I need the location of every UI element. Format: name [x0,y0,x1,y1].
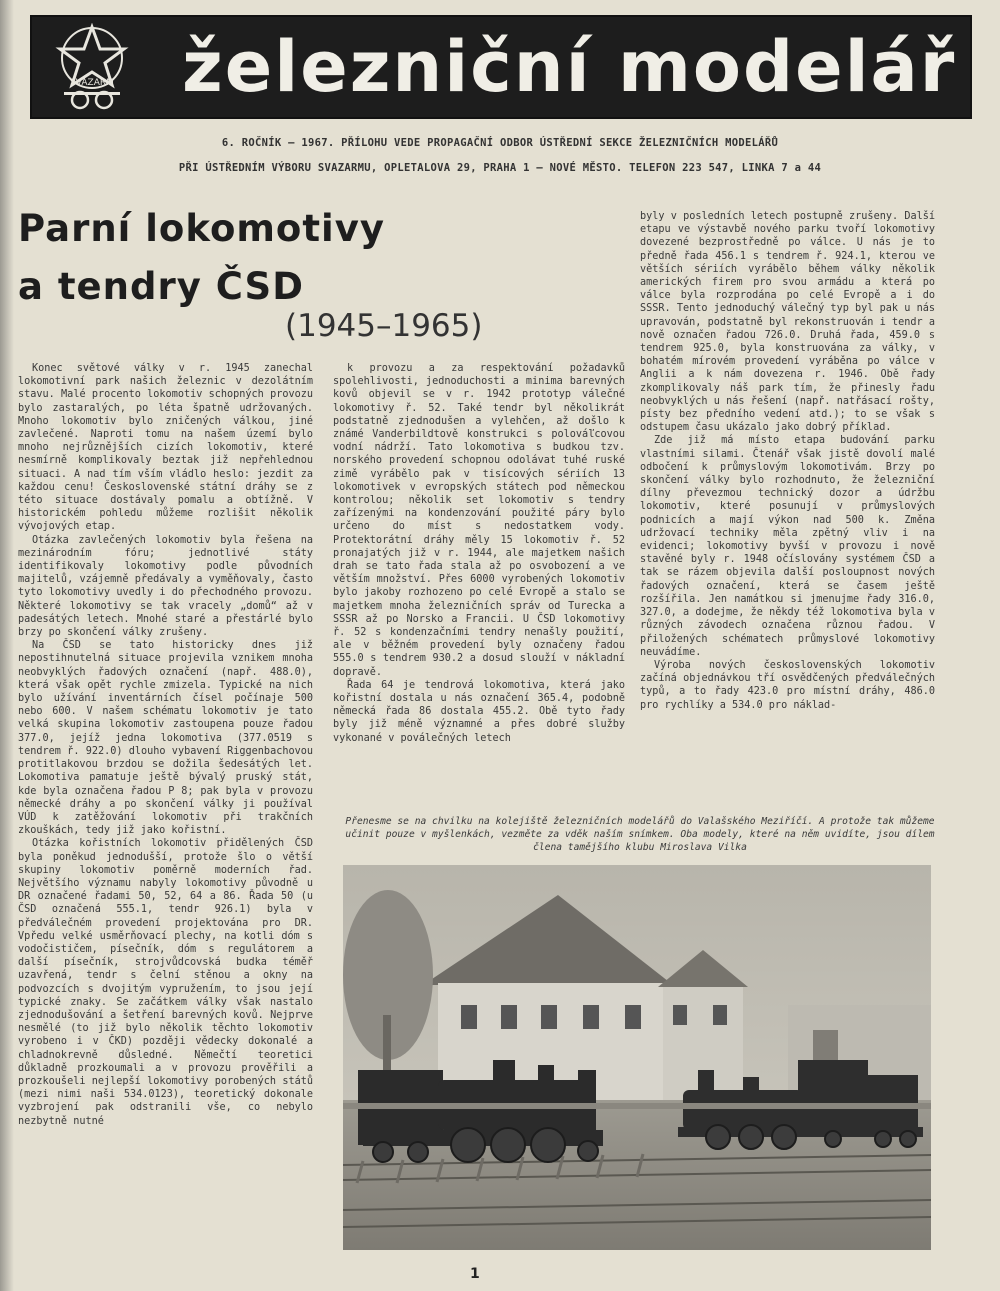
masthead-title: železniční modelář [182,26,957,108]
article-column-2 [333,362,625,792]
paragraph: Otázka zavlečených lokomotiv byla řešena na mezinárodním fóru; jednotlivé státy identifikovaly lokomotivy podle původních majitelů, vzájemně předávaly a vyměňovaly, často tyto lokomotivy uvedly i do přechodného provozu. Některé lokomotivy se tak vracely „domů“ až v padesátých letech. Mnohé staré a přestárlé bylo brzy po skončení války zrušeny. [18,534,313,639]
headline-line-2: a tendry ČSD [18,265,304,308]
headline-years: (1945–1965) [285,308,483,344]
paragraph: Řada 64 je tendrová lokomotiva, která jako kořistní dostala u nás označení 365.4, podobně německá řada 86 dostala 455.2. Obě tyto řady byly již méně významné a přes dobré služby vykonané v poválečných letech [333,679,625,744]
paragraph: Výroba nových československých lokomotiv začíná objednávkou tří osvědčených předválečných typů, a to řady 423.0 pro místní dráhy, 486.0 pro rychlíky a 534.0 pro náklad- [640,659,935,711]
page-number: 1 [470,1266,480,1282]
info-line-1: 6. ROČNÍK — 1967. PŘÍLOHU VEDE PROPAGAČNÍ ODBOR ÚSTŘEDNÍ SEKCE ŽELEZNIČNÍCH MODELÁŘŮ [221,137,779,149]
paragraph: Konec světové války v r. 1945 zanechal lokomotivní park našich železnic v dezolátním stavu. Malé procento lokomotiv schopných provozu bylo zastaralých, po léta špatně udržovaných. Mnoho lokomotiv bylo zničených válkou, jiné zavlečené. Naproti tomu na našem území bylo mnoho nejrůznějších cizích lokomotiv, které nesmírně komplikovaly beztak již nepřehlednou situaci. A nad tím vším vládlo heslo: jezdit za každou cenu! Československé státní dráhy se z této situace dostávaly pomalu a obtížně. V historickém pohledu můžeme rozlišit několik vývojových etap. [18,363,313,533]
paragraph: Na ČSD se tato historicky dnes již nepostihnutelná situace projevila vznikem mnoha neobvyklých řadových označení (např. 488.0), která však opět rychle zmizela. Typické na nich bylo užívání inventárních čísel počínaje 500 nebo 600. V našem schématu lokomotiv je tato velká skupina lokomotiv zastoupena pouze řadou 377.0, jejíž jedna lokomotiva (377.0519 s tendrem ř. 922.0) dlouho vybavení Riggenbachovou protitlakovou brzdou se dožila šedesátých let. Lokomotiva pamatuje ještě bývalý pruský stát, kde byla označena řadou P 8; pak byla v provozu německé dráhy a po skončení války ji používal VÚD k zatěžování lokomotiv při trakčních zkouškách, tedy již jako kořistní. [18,640,313,837]
paragraph: byly v posledních letech postupně zrušeny. Další etapu ve výstavbě nového parku tvoří lokomotivy dovezené bezprostředně po válce. U nás je to předně řada 456.1 s tendrem ř. 924.1, kterou ve větších sériích vyrábělo během války několik amerických firem pro svou armádu a která po válce byla rozprodána po celé Evropě a i do SSSR. Tento jednoduchý válečný typ byl pak u nás upravován, podstatně byl rekonstruován i tendr a nově označen řadou 726.0. Druhá řada, 459.0 s tendrem 925.0, byla konstruována za války, v bohatém mírovém provedení vyráběna po válce v Anglii a k nám dovezena r. 1946. Obě řady zkomplikovaly náš park tím, že přinesly řadu neobvyklých u nás řešení (např. natřásací rošty, písty bez předního vedení atd.); to se však s odstupem času ukázalo jako dobrý příklad. [640,211,935,434]
paragraph: Otázka kořistních lokomotiv přidělených ČSD byla poněkud jednodušší, protože šlo o větší skupiny lokomotiv poměrně moderních řad. Největšího významu nabyly lokomotivy původně u DR označené řadami 50, 52, 64 a 86. Řada 50 (u ČSD označená 555.1, tendr 926.1) byla v předválečném provedení projektována pro DR. Vpředu velké usměrňovací plechy, na kotli dóm s vodočističem, písečník, dóm s regulátorem a další písečník, strojvůdcovská budka téměř uzavřená, tendr s čelní stěnou a okny na podvozcích s dvojitým vypružením, to jsou její typické znaky. Se začátkem války však nastalo zjednodušování a šetření barevných kovů. Nejprve nesmělé (to již bylo několik těchto lokomotiv vyrobeno i v ČKD) později vědecky dokonalé a chladnokrevně důsledné. Němečtí teoretici důkladně prozkoumali a v provozu prověřili a prozkoušeli nejlepší lokomotivy porobených států (mezi nimi naši 534.0123), teoretický dokonale vyzbrojení pak odstranili vše, co nebylo nezbytně nutné [18,838,313,1127]
headline-line-1: Parní lokomotivy [18,207,385,250]
info-line-2: PŘI ÚSTŘEDNÍM VÝBORU SVAZARMU, OPLETALOVA 29, PRAHA 1 — NOVÉ MĚSTO. TELEFON 223 547, LINKA 7 a 44 [178,162,822,174]
svazarm-logo-icon [42,23,142,111]
paragraph: Zde již má místo etapa budování parku vlastními silami. Čtenář však jistě dovolí malé odbočení k průmyslovým lokomotivám. Brzy po skončení války bylo rozhodnuto, že železniční dílny převezmou technický dozor a údržbu lokomotiv, které posunují v průmyslových podnicích a mají výkon nad 500 k. Změna udržovací techniky měla zpětný vliv i na evidenci; lokomotivy byvší v provozu i nově stavěné byly r. 1948 očíslovány systémem ČSD a tak se rázem objevila další posloupnost nových řadových označení, která se časem ještě rozšířila. Jen namátkou si jmenujme řady 316.0, 327.0, a dodejme, že někdy též lokomotiva byla v různých závodech označena různou řadou. V přiložených schématech průmyslové lokomotivy neuvádíme. [640,435,935,658]
article-column-1 [18,362,313,1262]
photo-caption: Přenesme se na chvilku na kolejiště železničních modelářů do Valašského Meziříčí. A protože tak můžeme učinit pouze v myšlenkách, vezměte za vděk naším snímkem. Oba modely, které na něm uvidíte, jsou dílem člena tamějšího klubu Miroslava Vilka [345,816,935,853]
photo-illustration [343,865,931,1250]
logo-text: SVAZARM [70,78,114,88]
paragraph: k provozu a za respektování požadavků spolehlivosti, jednoduchosti a minima barevných kovů objevil se v r. 1942 prototyp válečné lokomotivy ř. 52. Také tendr byl několikrát podstatně zjednodušen a vylehčen, až došlo k známé Vanderbildtově konstrukci s polováľcovou vodní nádrží. Tato lokomotiva s budkou tzv. norského provedení schopnou odolávat tuhé ruské zimě vyrábělo pak v tisícových sériích 13 lokomotivek v evropských státech pod německou kontrolou; několik set lokomotiv s tendry zařízenými na kondenzování použité páry bylo určeno do míst s nedostatkem vody. Protektorátní dráhy měly 15 lokomotiv ř. 52 pronajatých již v r. 1944, ale majetkem našich drah se tato řada stala až po osvobození a ve větším množství. Přes 6000 vyrobených lokomotiv bylo jakoby rozhozeno po celé Evropě a stalo se majetkem mnoha železničních správ od Turecka a SSSR až po Norsko a Francii. U ČSD lokomotivy ř. 52 s kondenzačními tendry nenašly použití, ale v běžném provedení byly označeny řadou 555.0 s tendrem 930.2 a dosud slouží v nákladní dopravě. [333,363,625,678]
masthead [30,15,972,119]
article-column-3 [640,210,935,795]
train-models-photo [343,865,931,1250]
page-edge-shadow [0,0,14,1291]
